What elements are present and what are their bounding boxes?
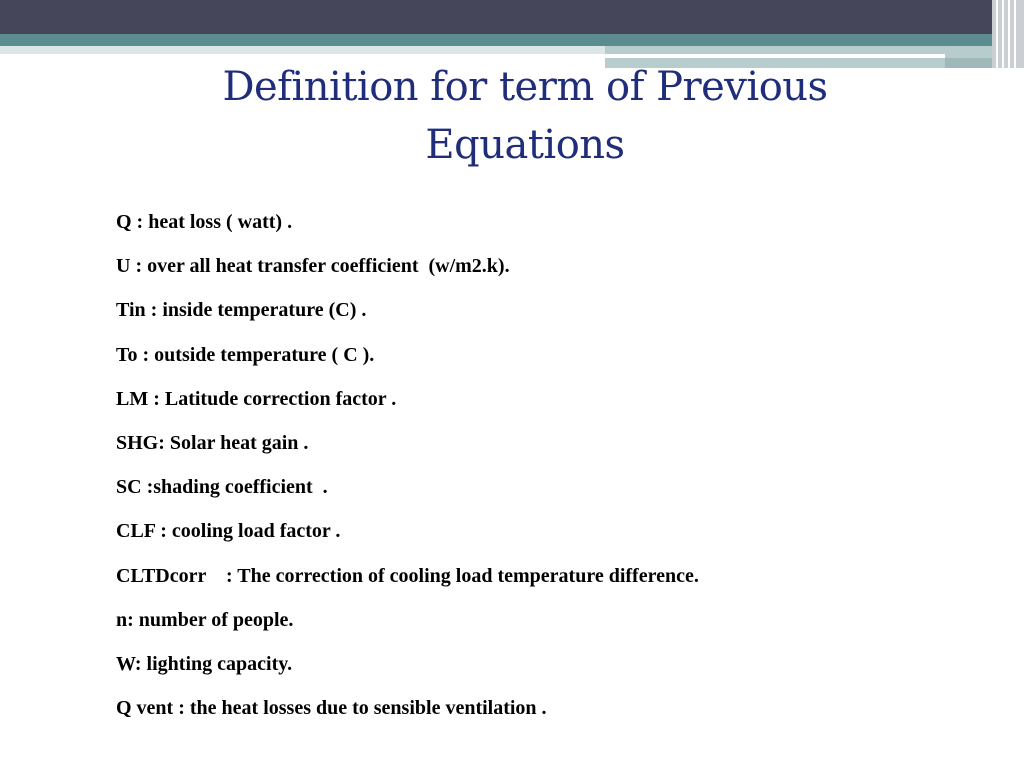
term-definition: CLTDcorr : The correction of cooling load temperature difference. xyxy=(116,564,699,587)
header-corner-ornament xyxy=(992,0,1024,68)
term-definition: To : outside temperature ( C ). xyxy=(116,343,375,366)
term-definition: n: number of people. xyxy=(116,608,294,631)
corner-ornament-line xyxy=(1008,0,1010,68)
term-definition: SC :shading coefficient . xyxy=(116,476,328,499)
term-definition: W: lighting capacity. xyxy=(116,652,293,675)
corner-ornament-line xyxy=(1002,0,1004,68)
term-definition: CLF : cooling load factor . xyxy=(116,520,341,543)
term-definition: SHG: Solar heat gain . xyxy=(116,431,309,454)
term-definition-list xyxy=(116,200,699,730)
term-definition: Q vent : the heat losses due to sensible ventilation . xyxy=(116,697,547,720)
header-accent-band xyxy=(0,34,1024,46)
slide-title: Definition for term of Previous Equations xyxy=(222,64,828,168)
header-band xyxy=(0,0,1024,34)
corner-ornament-line xyxy=(996,0,998,68)
corner-ornament-line xyxy=(1014,0,1016,68)
header-light-strip xyxy=(0,46,605,54)
term-definition: U : over all heat transfer coefficient (w/m2.k). xyxy=(116,255,510,278)
term-definition: Tin : inside temperature (C) . xyxy=(116,299,367,322)
term-definition: LM : Latitude correction factor . xyxy=(116,387,397,410)
term-definition: Q : heat loss ( watt) . xyxy=(116,211,293,233)
